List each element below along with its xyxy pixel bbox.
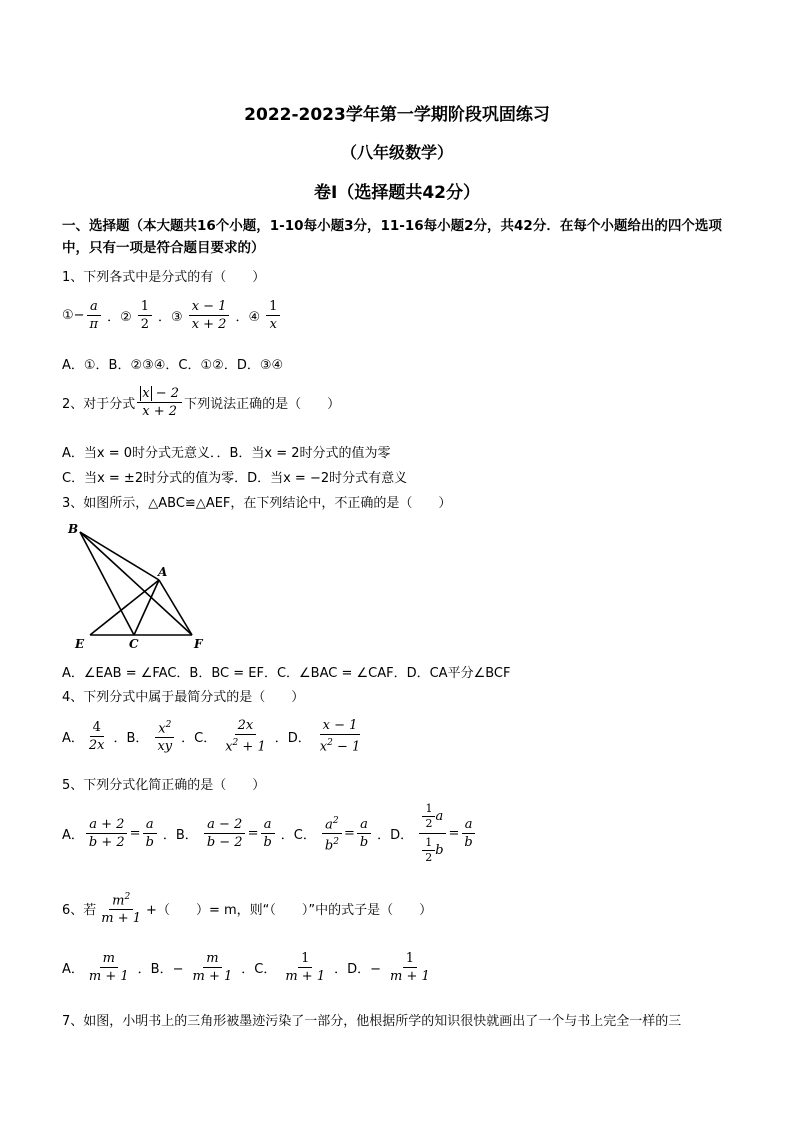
label-e: E bbox=[75, 637, 85, 650]
volume-heading: 卷Ⅰ（选择题共42分） bbox=[314, 183, 480, 203]
question-2-stem-pre: 2、对于分式 bbox=[62, 397, 136, 412]
question-6-options: A． $\frac{m}{m + 1}$ ．B．− $\frac{m}{m + 1}$ ．C． $\frac{1}{m + 1}$ ．D．− $\frac{1}{m + 1}$ bbox=[62, 951, 430, 984]
triangle-figure bbox=[62, 518, 212, 650]
label-a: A bbox=[158, 565, 168, 579]
question-5-stem: 5、下列分式化简正确的是（ ） bbox=[62, 778, 266, 793]
question-6-stem-pre: 6、若 bbox=[62, 902, 97, 918]
section-heading: 一、选择题（本大题共16个小题，1-10每小题3分，11-16每小题2分，共42分．在每个小题给出的四个选项中，只有一项是符合题目要求的） bbox=[62, 218, 722, 256]
question-2-options-line1: A．当x = 0时分式无意义．．B．当x = 2时分式的值为零 bbox=[62, 446, 391, 461]
question-1-stem: 1、下列各式中是分式的有（ ） bbox=[62, 270, 266, 285]
label-f: F bbox=[194, 637, 203, 650]
question-3-stem: 3、如图所示，△ABC≌△AEF，在下列结论中，不正确的是（ ） bbox=[62, 496, 452, 511]
question-1-expressions: ①− $\frac{a}{\pi}$ ．② $\frac{1}{2}$ ．③ $\frac{x - 1}{x + 2}$ ．④ $\frac{1}{x}$ bbox=[62, 299, 282, 332]
question-6-stem: 6、若 $\frac{m^2}{m + 1}$ +（ ）= m，则“（ ）”中的式子是（ ） bbox=[62, 892, 433, 927]
question-2-stem-post: 下列说法正确的是（ ） bbox=[184, 397, 341, 412]
question-3-options: A．∠EAB = ∠FAC．B．BC = EF．C．∠BAC = ∠CAF．D．CA平分∠BCF bbox=[62, 666, 511, 681]
question-5-options: A． $\frac{a + 2}{b + 2}$ = $\frac{a}{b}$ ．B． $\frac{a - 2}{b - 2}$ = $\frac{a}{b}$ ．C． $\frac{a^2}{b^2}$ = $\frac{a}{b}$ ．D． $\frac{1}{2}$ a $\frac{1}{2}$ b = $\frac{a}{b}$ bbox=[62, 803, 478, 864]
question-4-options: A． $\frac{4}{2x}$ ．B． $\frac{x^2}{xy}$ ．C． $\frac{2x}{x^2 + 1}$ ．D． $\frac{x - 1}{x^2 - 1}$ bbox=[62, 718, 361, 755]
question-2-stem: 2、对于分式 $\frac{x - 2}{x + 2}$ 下列说法正确的是（ ） bbox=[62, 386, 341, 419]
question-7-stem: 7、如图，小明书上的三角形被墨迹污染了一部分，他根据所学的知识很快就画出了一个与书上完全一样的三 bbox=[62, 1014, 682, 1029]
label-c: C bbox=[129, 637, 139, 650]
label-b: B bbox=[68, 522, 79, 536]
question-1-options: A．①．B．②③④．C．①②．D．③④ bbox=[62, 358, 284, 373]
question-6-stem-post: +（ ）= m，则“（ ）”中的式子是（ ） bbox=[146, 902, 433, 918]
question-4-stem: 4、下列分式中属于最简分式的是（ ） bbox=[62, 690, 305, 705]
exam-title: 2022-2023学年第一学期阶段巩固练习 bbox=[244, 105, 550, 125]
exam-subtitle: （八年级数学） bbox=[340, 143, 453, 162]
question-2-options-line2: C．当x = ±2时分式的值为零．D．当x = −2时分式有意义 bbox=[62, 471, 408, 486]
